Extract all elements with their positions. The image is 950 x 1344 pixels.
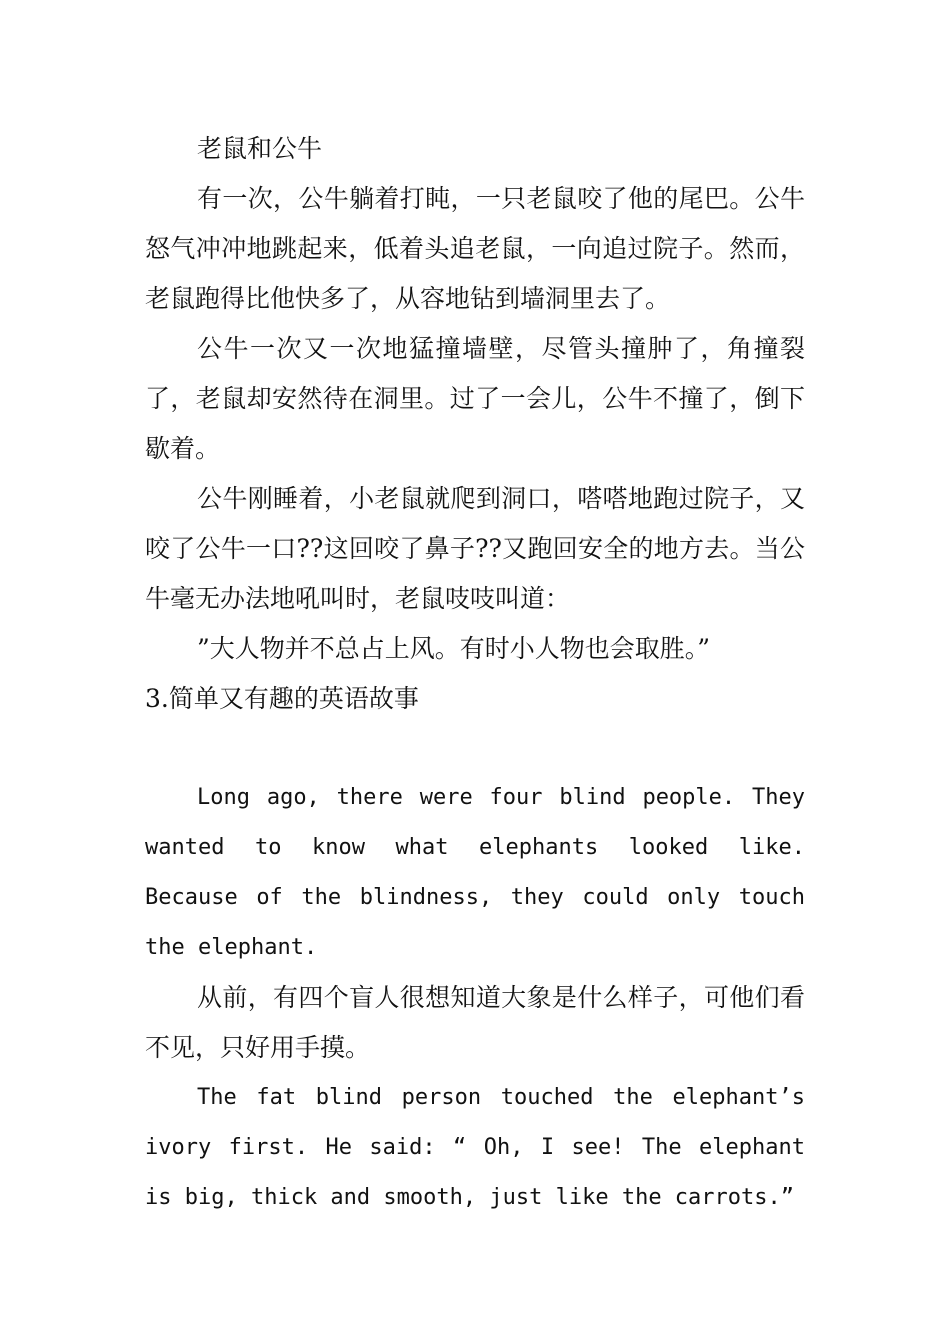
story1-block xyxy=(145,124,805,724)
chinese-paragraph-1: 从前，有四个盲人很想知道大象是什么样子，可他们看不见，只好用手摸。 xyxy=(145,983,805,1062)
english-paragraph-1: Long ago, there were four blind people. They wanted to know what elephants looked like. Because of the blindness, they could only touch the elephant. xyxy=(145,785,805,960)
english-paragraph-2: The fat blind person touched the elephant’s ivory first. He said: “ Oh, I see! The elephant is big, thick and smooth, just like the carrots.” xyxy=(145,1085,805,1210)
section3-block xyxy=(145,773,805,1223)
section3-heading: 3.简单又有趣的英语故事 xyxy=(145,684,419,713)
story1-paragraph-1: 有一次，公牛躺着打盹，一只老鼠咬了他的尾巴。公牛怒气冲冲地跳起来，低着头追老鼠，一向追过院子。然而，老鼠跑得比他快多了，从容地钻到墙洞里去了。 xyxy=(145,184,805,313)
story1-title: 老鼠和公牛 xyxy=(197,134,323,163)
story1-paragraph-2: 公牛一次又一次地猛撞墙壁，尽管头撞肿了，角撞裂了，老鼠却安然待在洞里。过了一会儿，公牛不撞了，倒下歇着。 xyxy=(145,334,805,463)
story1-paragraph-4: ”大人物并不总占上风。有时小人物也会取胜。” xyxy=(197,634,711,663)
story1-paragraph-3: 公牛刚睡着，小老鼠就爬到洞口，嗒嗒地跑过院子，又咬了公牛一口??这回咬了鼻子??又跑回安全的地方去。当公牛毫无办法地吼叫时，老鼠吱吱叫道： xyxy=(145,484,805,613)
